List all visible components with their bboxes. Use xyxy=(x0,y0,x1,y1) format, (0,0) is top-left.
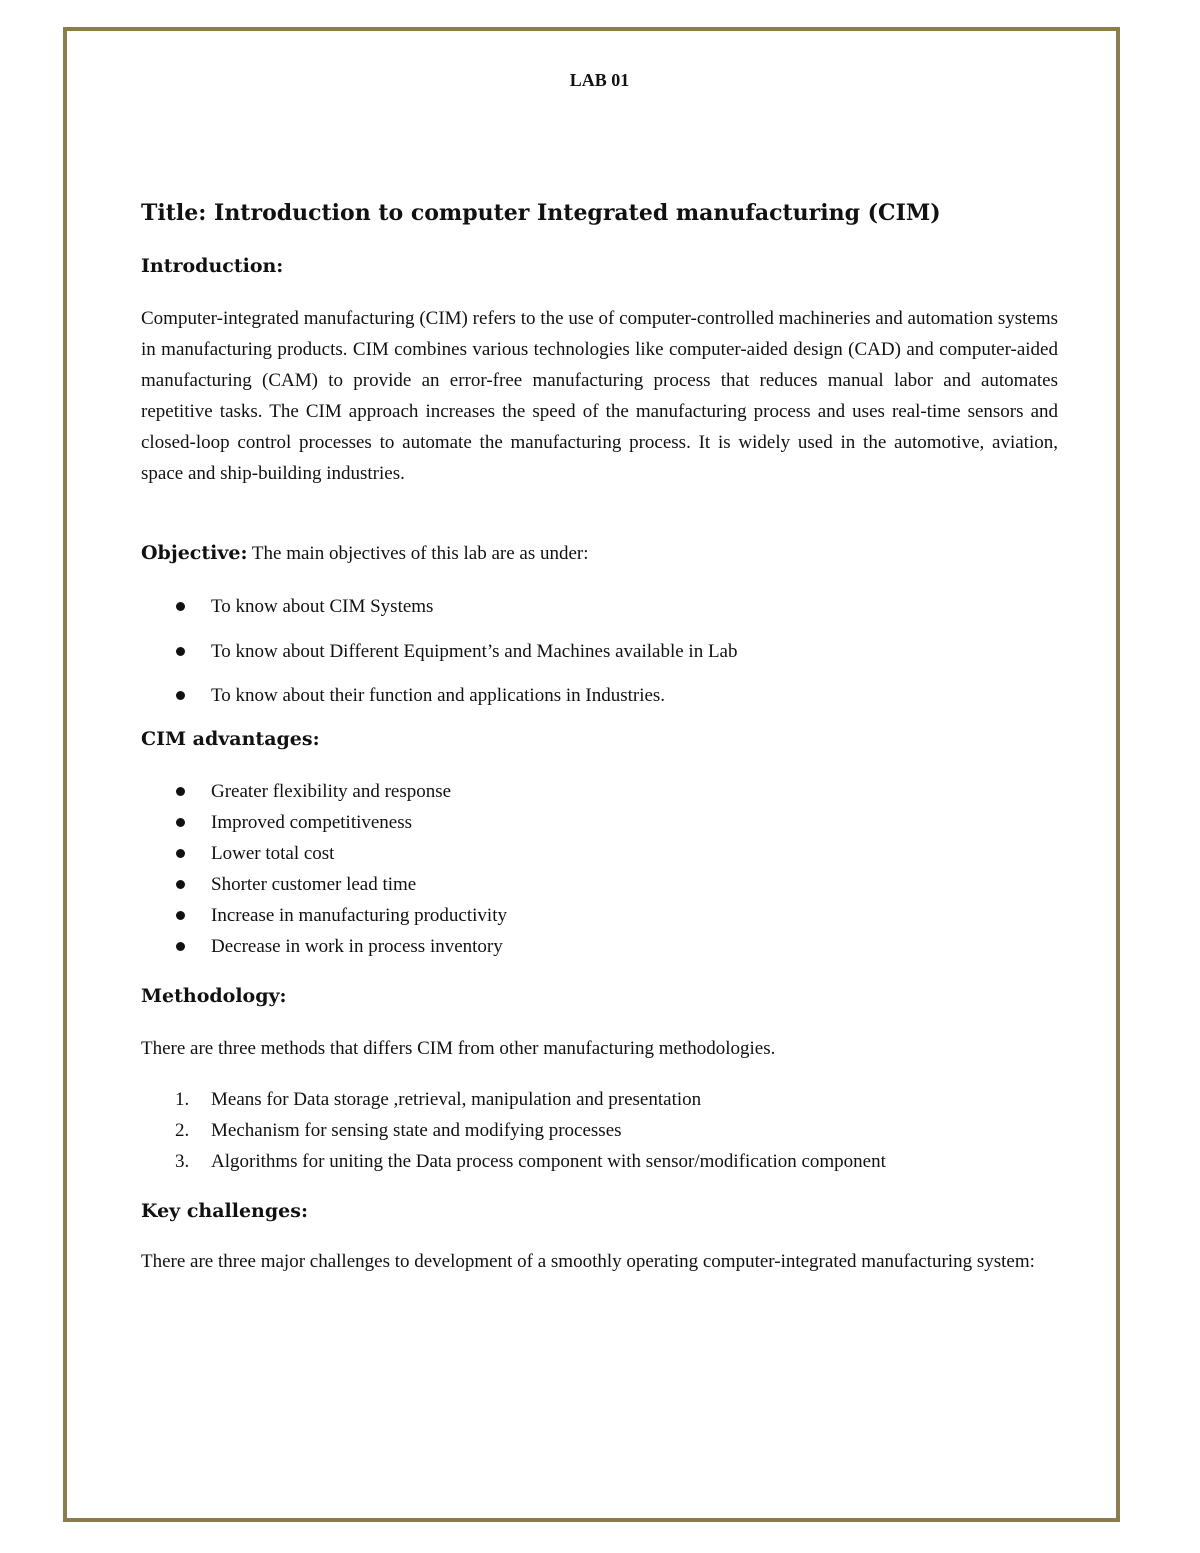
methodology-list xyxy=(141,1084,886,1177)
list-item: Improved competitiveness xyxy=(141,807,507,838)
introduction-paragraph: Computer-integrated manufacturing (CIM) refers to the use of computer-controlled machineries and automation systems in manufacturing products. CIM combines various technologies like computer-aided design (CAD) and computer-aided manufacturing (CAM) to provide an error-free manufacturing process that reduces manual labor and automates repetitive tasks. The CIM approach increases the speed of the manufacturing process and uses real-time sensors and closed-loop control processes to automate the manufacturing process. It is widely used in the automotive, aviation, space and ship-building industries. xyxy=(141,308,1058,484)
methodology-intro: There are three methods that differs CIM from other manufacturing methodologies. xyxy=(141,1038,776,1059)
bullet-icon xyxy=(176,691,185,700)
objectives-list xyxy=(141,591,737,725)
objective-line xyxy=(141,542,589,565)
bullet-icon xyxy=(176,911,185,920)
document-title: Title: Introduction to computer Integrated manufacturing (CIM) xyxy=(141,200,941,226)
advantages-heading: CIM advantages: xyxy=(141,728,320,750)
list-item: Decrease in work in process inventory xyxy=(141,931,507,962)
list-item: Lower total cost xyxy=(141,838,507,869)
list-item: To know about Different Equipment’s and Machines available in Lab xyxy=(141,636,737,681)
list-item: To know about their function and applications in Industries. xyxy=(141,680,737,725)
bullet-icon xyxy=(176,602,185,611)
objective-text: The main objectives of this lab are as under: xyxy=(247,543,589,564)
list-item: Greater flexibility and response xyxy=(141,776,507,807)
introduction-heading: Introduction: xyxy=(141,255,284,277)
objective-heading: Objective: xyxy=(141,542,248,564)
bullet-icon xyxy=(176,787,185,796)
challenges-heading: Key challenges: xyxy=(141,1200,308,1222)
list-item: 3. Algorithms for uniting the Data process component with sensor/modification component xyxy=(175,1151,886,1172)
challenges-intro: There are three major challenges to development of a smoothly operating computer-integrated manufacturing system: xyxy=(141,1251,1035,1272)
methodology-heading: Methodology: xyxy=(141,985,287,1007)
advantages-list xyxy=(141,776,507,962)
page-border xyxy=(63,27,1120,1522)
lab-label: LAB 01 xyxy=(569,70,630,90)
bullet-icon xyxy=(176,880,185,889)
bullet-icon xyxy=(176,818,185,827)
bullet-icon xyxy=(176,647,185,656)
list-item: 1. Means for Data storage ,retrieval, manipulation and presentation xyxy=(175,1089,702,1110)
bullet-icon xyxy=(176,849,185,858)
list-item: To know about CIM Systems xyxy=(141,591,737,636)
list-item: Increase in manufacturing productivity xyxy=(141,900,507,931)
list-item: 2. Mechanism for sensing state and modifying processes xyxy=(175,1120,622,1141)
list-item: Shorter customer lead time xyxy=(141,869,507,900)
bullet-icon xyxy=(176,942,185,951)
